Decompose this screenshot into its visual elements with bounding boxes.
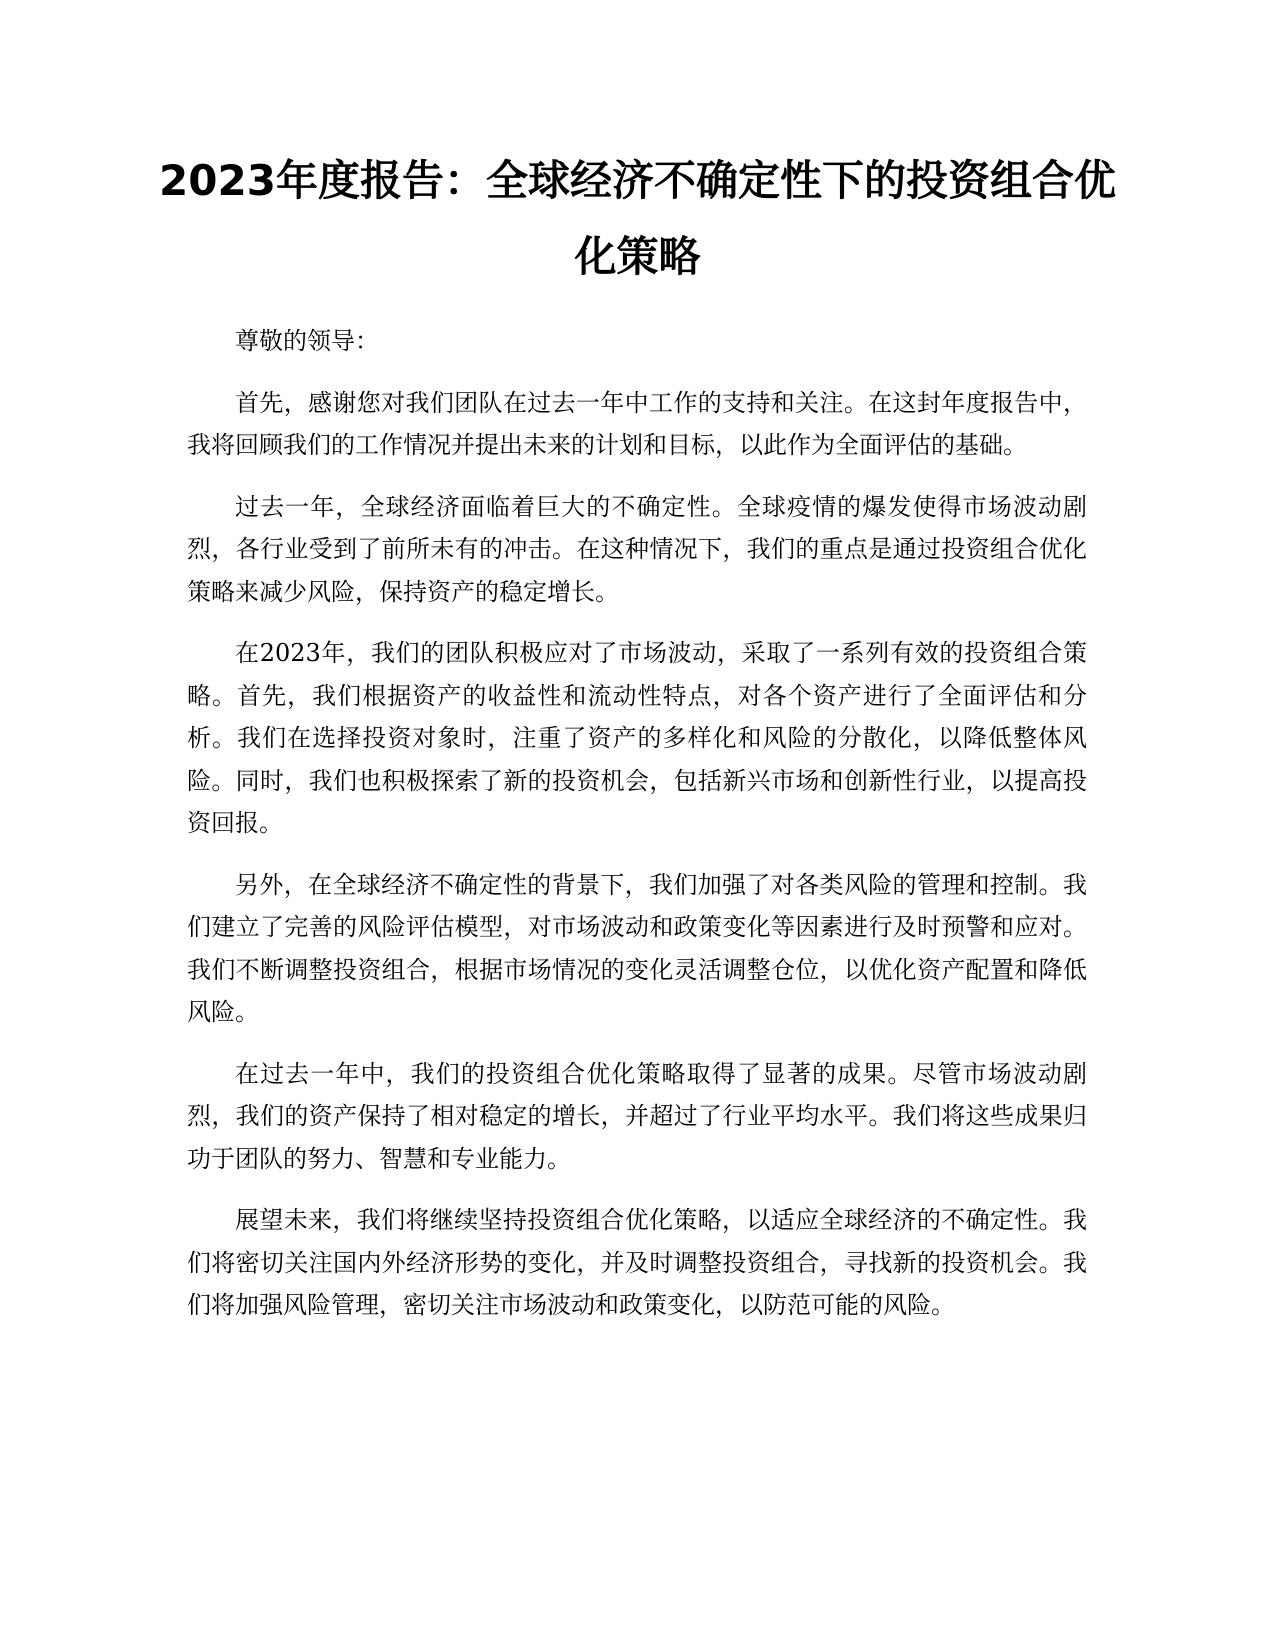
paragraph: 首先，感谢您对我们团队在过去一年中工作的支持和关注。在这封年度报告中，我将回顾我们的工作情况并提出未来的计划和目标，以此作为全面评估的基础。 [187, 388, 1087, 459]
paragraph: 展望未来，我们将继续坚持投资组合优化策略，以适应全球经济的不确定性。我们将密切关注国内外经济形势的变化，并及时调整投资组合，寻找新的投资机会。我们将加强风险管理，密切关注市场波动和政策变化，以防范可能的风险。 [187, 1206, 1087, 1319]
document-title: 2023年度报告：全球经济不确定性下的投资组合优化策略 [159, 156, 1116, 281]
salutation: 尊敬的领导： [235, 327, 379, 355]
paragraph: 过去一年，全球经济面临着巨大的不确定性。全球疫情的爆发使得市场波动剧烈，各行业受到了前所未有的冲击。在这种情况下，我们的重点是通过投资组合优化策略来减少风险，保持资产的稳定增长。 [187, 492, 1087, 606]
paragraph: 另外，在全球经济不确定性的背景下，我们加强了对各类风险的管理和控制。我们建立了完善的风险评估模型，对市场波动和政策变化等因素进行及时预警和应对。我们不断调整投资组合，根据市场情况的变化灵活调整仓位，以优化资产配置和降低风险。 [187, 870, 1087, 1026]
document-body [187, 320, 1087, 1346]
paragraph: 在2023年，我们的团队积极应对了市场波动，采取了一系列有效的投资组合策略。首先，我们根据资产的收益性和流动性特点，对各个资产进行了全面评估和分析。我们在选择投资对象时，注重了资产的多样化和风险的分散化，以降低整体风险。同时，我们也积极探索了新的投资机会，包括新兴市场和创新性行业，以提高投资回报。 [187, 639, 1087, 837]
paragraph: 在过去一年中，我们的投资组合优化策略取得了显著的成果。尽管市场波动剧烈，我们的资产保持了相对稳定的增长，并超过了行业平均水平。我们将这些成果归功于团队的努力、智慧和专业能力。 [187, 1059, 1087, 1173]
